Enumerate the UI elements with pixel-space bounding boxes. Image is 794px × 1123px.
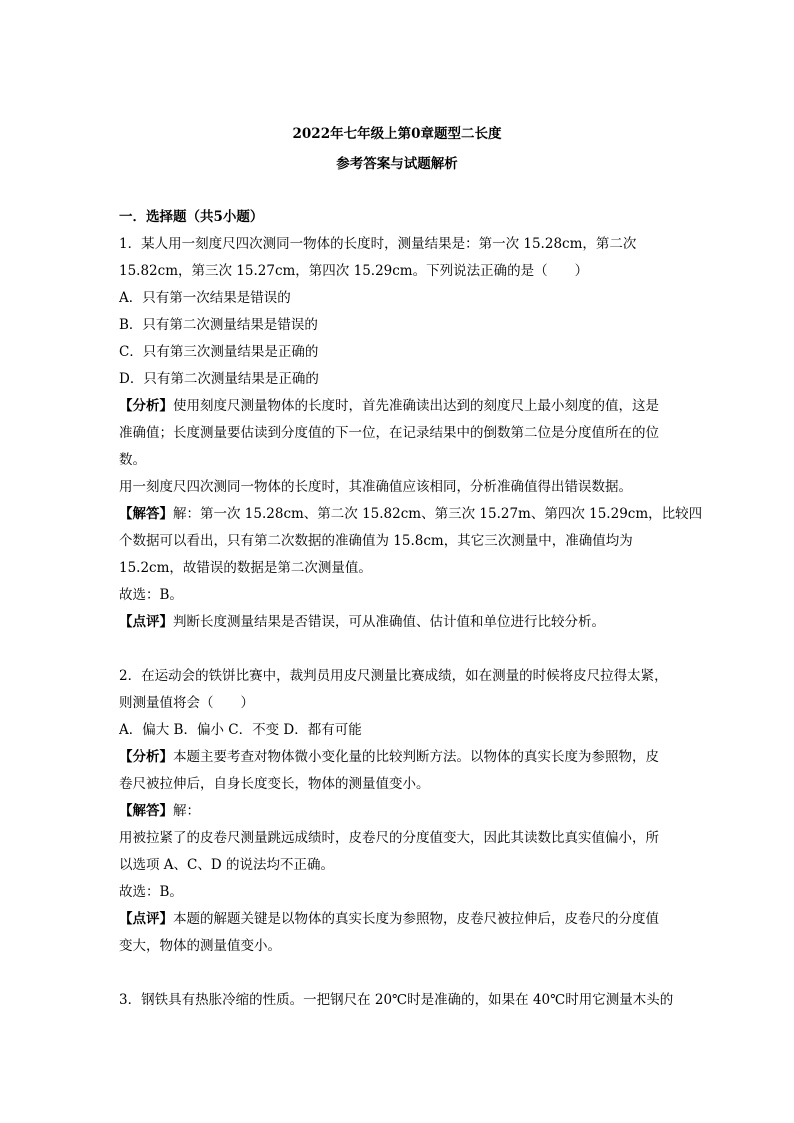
q1-answer-line-3: 15.2cm，故错误的数据是第二次测量值。	[119, 560, 372, 576]
q1-comment-line-1	[119, 609, 679, 636]
q2-stem-line-2: 则测量值将会（ ）	[119, 695, 254, 711]
q2-comment-line-2: 变大，物体的测量值变小。	[119, 938, 281, 954]
q1-comment-text: 判断长度测量结果是否错误，可从准确值、估计值和单位进行比较分析。	[173, 614, 605, 630]
answer-tag: 【解答】	[119, 506, 173, 522]
spacer	[119, 636, 679, 663]
q1-option-a: A．只有第一次结果是错误的	[119, 290, 291, 306]
comment-tag: 【点评】	[119, 614, 173, 630]
q1-analysis-text: 使用刻度尺测量物体的长度时，首先准确读出达到的刻度尺上最小刻度的值，这是	[173, 398, 659, 414]
q1-answer-line-1	[119, 501, 703, 528]
q3-stem-line-1: 3．钢铁具有热胀冷缩的性质。一把钢尺在 20℃时是准确的，如果在 40℃时用它测量木头的	[119, 992, 674, 1008]
q1-option-c: C．只有第三次测量结果是正确的	[119, 344, 319, 360]
q2-comment-text: 本题的解题关键是以物体的真实长度为参照物，皮卷尺被拉伸后，皮卷尺的分度值	[173, 911, 659, 927]
q1-stem-line-1: 1．某人用一刻度尺四次测同一物体的长度时，测量结果是：第一次 15.28cm，第二次	[119, 236, 637, 252]
q2-answer-text: 解：	[173, 803, 200, 819]
spacer	[119, 960, 679, 987]
q1-analysis-line-2: 准确值；长度测量要估读到分度值的下一位，在记录结果中的倒数第二位是分度值所在的位	[119, 425, 659, 441]
q2-analysis-line-1	[119, 744, 679, 771]
document-subtitle: 参考答案与试题解析	[336, 156, 458, 172]
q1-option-b: B．只有第二次测量结果是错误的	[119, 317, 318, 333]
question-3	[119, 987, 679, 1014]
question-2	[119, 663, 679, 960]
document-title: 2022年七年级上第0章题型二长度	[292, 126, 502, 142]
analysis-tag: 【分析】	[119, 749, 173, 765]
q2-answer-line-1	[119, 798, 679, 825]
q1-analysis-line-1	[119, 393, 679, 420]
comment-tag: 【点评】	[119, 911, 173, 927]
q2-stem-line-1: 2．在运动会的铁饼比赛中，裁判员用皮尺测量比赛成绩，如在测量的时候将皮尺拉得太紧，	[119, 668, 668, 684]
answer-tag: 【解答】	[119, 803, 173, 819]
q2-analysis-line-2: 卷尺被拉伸后，自身长度变长，物体的测量值变小。	[119, 776, 430, 792]
q1-choice: 故选：B。	[119, 587, 183, 603]
q1-answer-text: 解：第一次 15.28cm、第二次 15.82cm、第三次 15.27m、第四次 15.29cm，比较四	[173, 506, 703, 522]
section-heading: 一．选择题（共5小题）	[119, 209, 264, 225]
q2-comment-line-1	[119, 906, 679, 933]
document-body	[119, 204, 703, 1014]
q2-choice: 故选：B。	[119, 884, 183, 900]
q1-analysis-line-4: 用一刻度尺四次测同一物体的长度时，其准确值应该相同，分析准确值得出错误数据。	[119, 479, 632, 495]
q1-stem-line-2: 15.82cm，第三次 15.27cm，第四次 15.29cm。下列说法正确的是（ ）	[119, 263, 589, 279]
q2-answer-line-3: 以选项 A、C、D 的说法均不正确。	[119, 857, 334, 873]
q2-options: A．偏大 B．偏小 C．不变 D．都有可能	[119, 722, 362, 738]
q1-analysis-line-3: 数。	[119, 452, 146, 468]
analysis-tag: 【分析】	[119, 398, 173, 414]
q1-option-d: D．只有第二次测量结果是正确的	[119, 371, 319, 387]
q1-answer-line-2: 个数据可以看出，只有第二次数据的准确值为 15.8cm，其它三次测量中，准确值均为	[119, 533, 633, 549]
q2-analysis-text: 本题主要考查对物体微小变化量的比较判断方法。以物体的真实长度为参照物，皮	[173, 749, 659, 765]
question-1	[119, 231, 703, 636]
q2-answer-line-2: 用被拉紧了的皮卷尺测量跳远成绩时，皮卷尺的分度值变大，因此其读数比真实值偏小，所	[119, 830, 659, 846]
